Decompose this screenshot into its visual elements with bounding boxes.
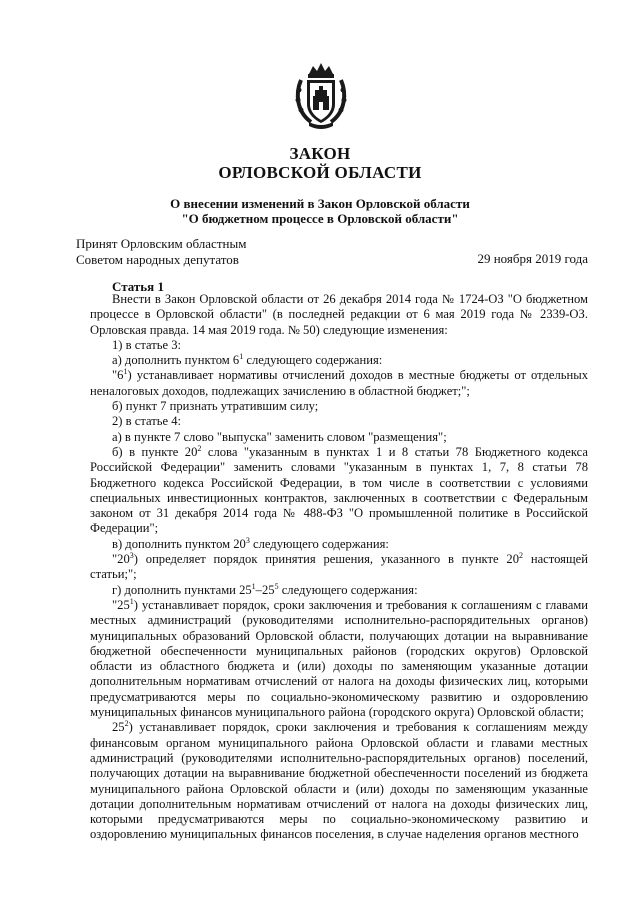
paragraph: "$20^3$) определяет порядок принятия решения, указанного в пункте $20^2$ настоящей статьи;";	[90, 550, 588, 582]
adoption-date: 29 ноября 2019 года	[477, 251, 588, 266]
paragraph: в) дополнить пунктом $20^3$ следующего содержания:	[112, 535, 389, 551]
paragraph: г) дополнить пунктами $25^1-25^5$ следующего содержания:	[112, 581, 418, 597]
article-heading: Статья 1	[112, 279, 164, 294]
paragraph: а) в пункте 7 слово "выпуска" заменить словом "размещения";	[112, 429, 447, 444]
paragraph: б) в пункте $20^2$ слова "указанным в пунктах 1 и 8 статьи 78 Бюджетного кодекса Российской Федерации" заменить словами "указанным в пунктах 1, 7, 8 статьи 78 Бюджетного кодекса Российской Федерации, в том числе в соответствии с условиями специальных инвестиционных контрактов, заключенных в соответствии с Федеральным законом от 31 декабря 2014 года № 488-ФЗ "О промышленной политике в Российской Федерации";	[90, 443, 588, 536]
paragraph: 1) в статье 3:	[112, 337, 182, 352]
law-title: ЗАКОН	[289, 144, 351, 163]
adoption-line2: Советом народных депутатов	[76, 252, 239, 267]
law-subtitle-line2: "О бюджетном процессе в Орловской области"	[181, 211, 459, 226]
article-intro: Внести в Закон Орловской области от 26 декабря 2014 года № 1724-ОЗ "О бюджетном процессе в Орловской области" (в последней редакции от 6 мая 2019 года № 2339-ОЗ. Орловская правда. 14 мая 2019 года. № 50) следующие изменения:	[90, 292, 588, 337]
paragraph: "$25^1$) устанавливает порядок, сроки заключения и требования к соглашениям с главами местных администраций (руководителями исполнительно-распорядительных органов) муниципальных образований Орловской области, получающих дотации на выравнивание бюджетной обеспеченности муниципальных районов (городских округов) Орловской области из областного бюджета и (или) доходы по заменяющим указанные дотации дополнительным нормативам отчислений от налога на доходы физических лиц, которыми предусматриваются меры по социально-экономическому развитию и оздоровлению муниципальных финансов муниципального района (городского округа) Орловской области;	[90, 596, 588, 720]
paragraph: $25^2$) устанавливает порядок, сроки заключения и требования к соглашениям между финансовым органом муниципального района Орловской области и главами местных администраций (руководителями исполнительно-распорядительных органов) поселений, получающих дотации на выравнивание бюджетной обеспеченности поселений из бюджета муниципального района Орловской области и (или) доходы по заменяющим указанные дотации дополнительным нормативам отчислений от налога на доходы физических лиц, которыми предусматриваются меры по социально-экономическому развитию и оздоровлению муниципальных финансов поселения, в случае наделения органов местного	[90, 719, 588, 842]
paragraph: "$6^1$) устанавливает нормативы отчислений доходов в местные бюджеты от отдельных неналоговых доходов, подлежащих зачислению в областной бюджет;";	[90, 367, 588, 398]
law-region: ОРЛОВСКОЙ ОБЛАСТИ	[218, 163, 422, 182]
paragraph: а) дополнить пунктом $6^1$ следующего содержания:	[112, 352, 383, 368]
law-subtitle-line1: О внесении изменений в Закон Орловской области	[170, 196, 470, 211]
article-body	[90, 292, 588, 843]
paragraph: б) пункт 7 признать утратившим силу;	[112, 399, 319, 414]
paragraph: 2) в статье 4:	[112, 414, 182, 429]
coat-of-arms-icon	[293, 60, 349, 130]
adoption-line1: Принят Орловским областным	[76, 236, 247, 251]
adoption-block	[76, 236, 246, 268]
